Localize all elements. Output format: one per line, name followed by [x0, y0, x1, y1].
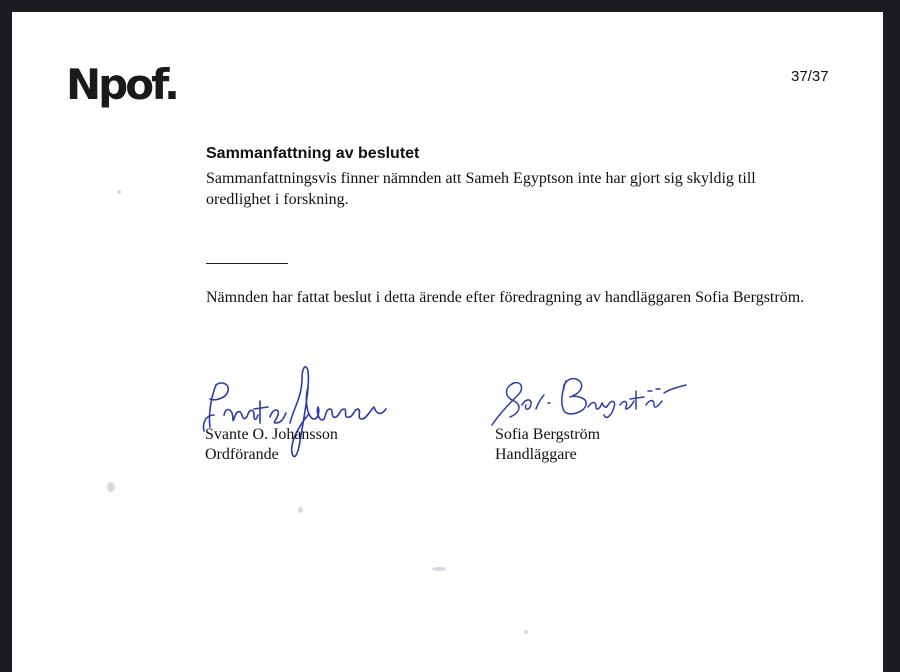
npof-logo: Npof. [66, 60, 177, 109]
signature-block-officer [495, 425, 600, 465]
scan-speck [432, 567, 446, 571]
chair-role: Ordförande [205, 446, 279, 463]
chair-name: Svante O. Johansson [205, 426, 338, 443]
scan-speck [107, 482, 115, 492]
signature-block-chair [205, 425, 338, 465]
scan-speck [298, 507, 303, 513]
document-page [12, 12, 883, 672]
scan-speck [524, 630, 528, 634]
case-officer-signature [474, 367, 689, 427]
summary-paragraph: Sammanfattningsvis finner nämnden att Sameh Egyptson inte har gjort sig skyldig till oredlighet i forskning. [206, 170, 756, 208]
decision-paragraph: Nämnden har fattat beslut i detta ärende efter föredragning av handläggaren Sofia Bergström. [206, 289, 805, 306]
scan-speck [117, 190, 121, 194]
officer-role: Handläggare [495, 446, 577, 463]
officer-name: Sofia Bergström [495, 426, 601, 443]
page-number: 37/37 [791, 68, 829, 85]
section-divider [206, 263, 288, 264]
section-title: Sammanfattning av beslutet [206, 145, 420, 162]
